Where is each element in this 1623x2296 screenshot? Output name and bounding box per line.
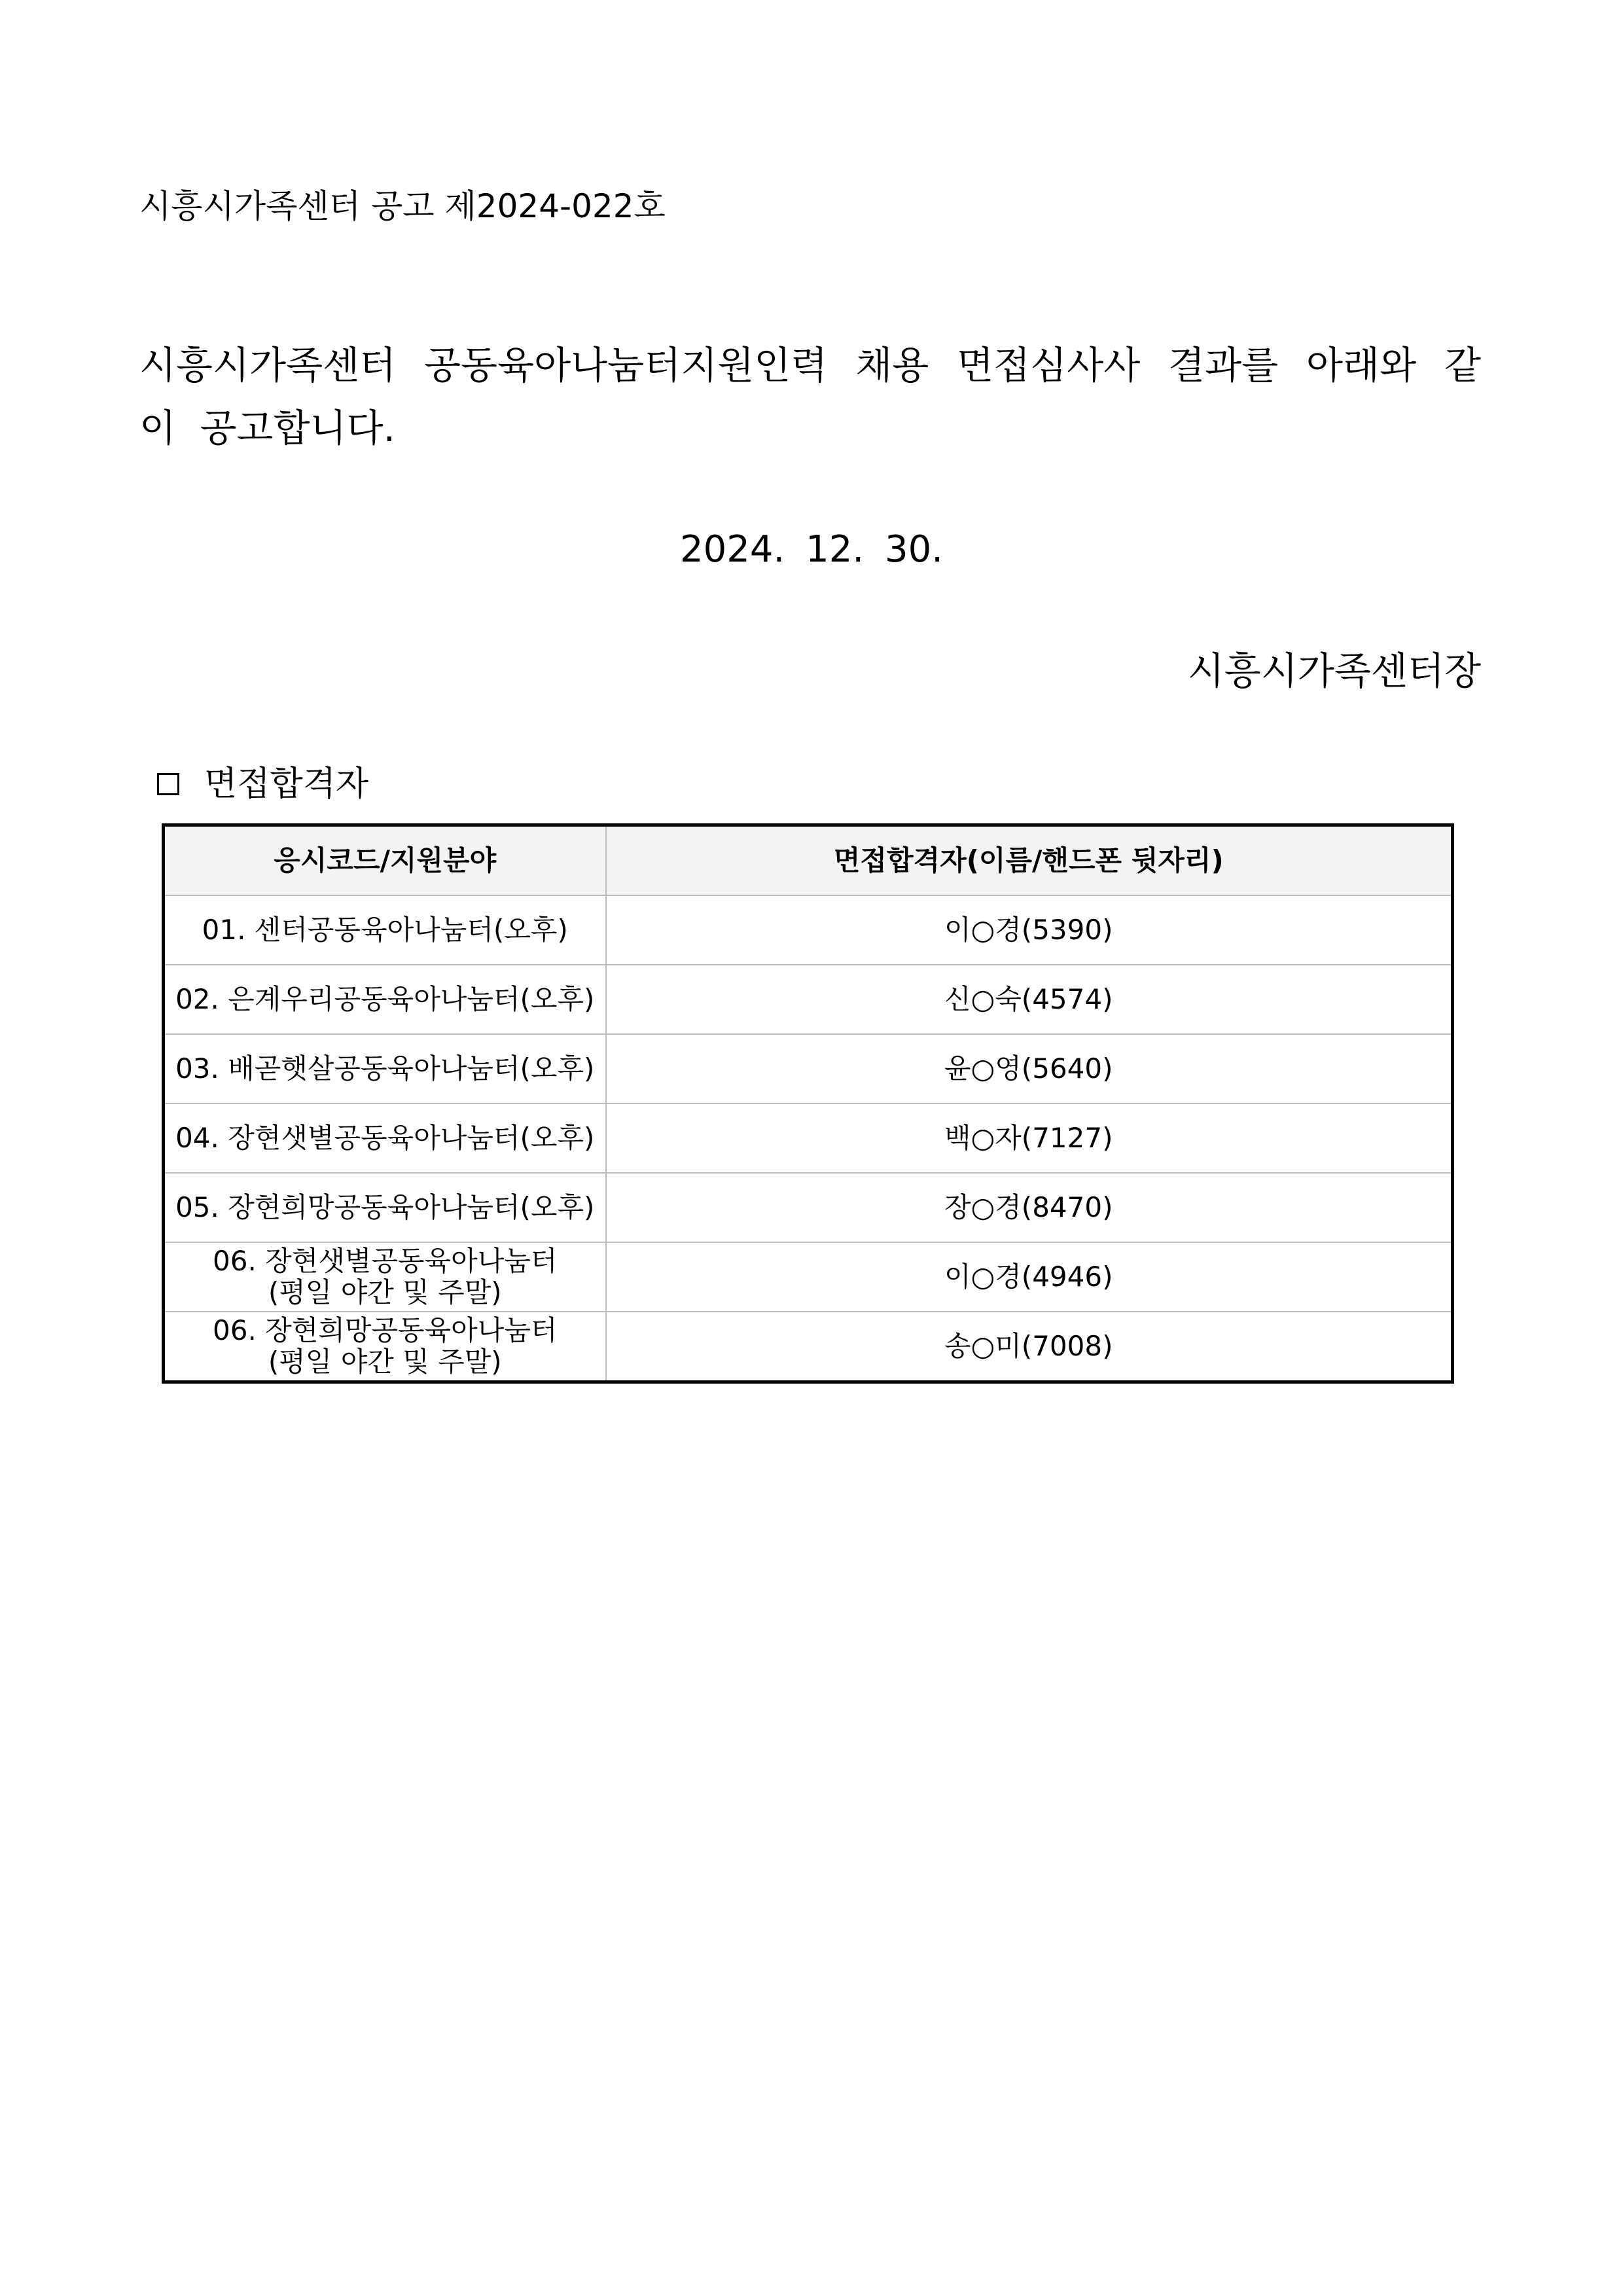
notice-number: 시흥시가족센터 공고 제2024-022호 — [139, 187, 666, 225]
code-cell: 01. 센터공동육아나눔터(오후) — [164, 895, 606, 965]
announcement-date: 2024. 12. 30. — [679, 528, 944, 571]
results-table — [162, 823, 1454, 1384]
intro-paragraph: 시흥시가족센터 공동육아나눔터지원인력 채용 면접심사사 결과를 아래와 같이 공고합니다. — [139, 343, 1481, 450]
signer: 시흥시가족센터장 — [1187, 649, 1481, 693]
section-title: 면접합격자 — [204, 764, 369, 804]
code-cell: 06. 장현샛별공동육아나눔터 (평일 야간 및 주말) — [164, 1242, 606, 1312]
passer-cell: 백○자(7127) — [606, 1103, 1453, 1173]
code-cell: 06. 장현희망공동육아나눔터 (평일 야간 및 주말) — [164, 1312, 606, 1382]
passer-cell: 신○숙(4574) — [606, 965, 1453, 1034]
code-cell: 04. 장현샛별공동육아나눔터(오후) — [164, 1103, 606, 1173]
passer-cell: 장○경(8470) — [606, 1173, 1453, 1242]
passer-cell: 이○경(5390) — [606, 895, 1453, 965]
section-heading — [157, 759, 368, 809]
checkbox-icon — [157, 773, 179, 795]
passer-cell: 송○미(7008) — [606, 1312, 1453, 1382]
table-row — [164, 895, 1453, 965]
table-row — [164, 1312, 1453, 1382]
table-row — [164, 965, 1453, 1034]
table-row — [164, 1103, 1453, 1173]
passer-cell: 이○경(4946) — [606, 1242, 1453, 1312]
header-code: 응시코드/지원분야 — [164, 825, 606, 896]
table-header-row — [164, 825, 1453, 896]
header-passer: 면접합격자(이름/핸드폰 뒷자리) — [606, 825, 1453, 896]
table-row — [164, 1173, 1453, 1242]
code-cell: 03. 배곧햇살공동육아나눔터(오후) — [164, 1034, 606, 1103]
table-row — [164, 1242, 1453, 1312]
code-cell: 02. 은계우리공동육아나눔터(오후) — [164, 965, 606, 1034]
table-row — [164, 1034, 1453, 1103]
passer-cell: 윤○영(5640) — [606, 1034, 1453, 1103]
code-cell: 05. 장현희망공동육아나눔터(오후) — [164, 1173, 606, 1242]
